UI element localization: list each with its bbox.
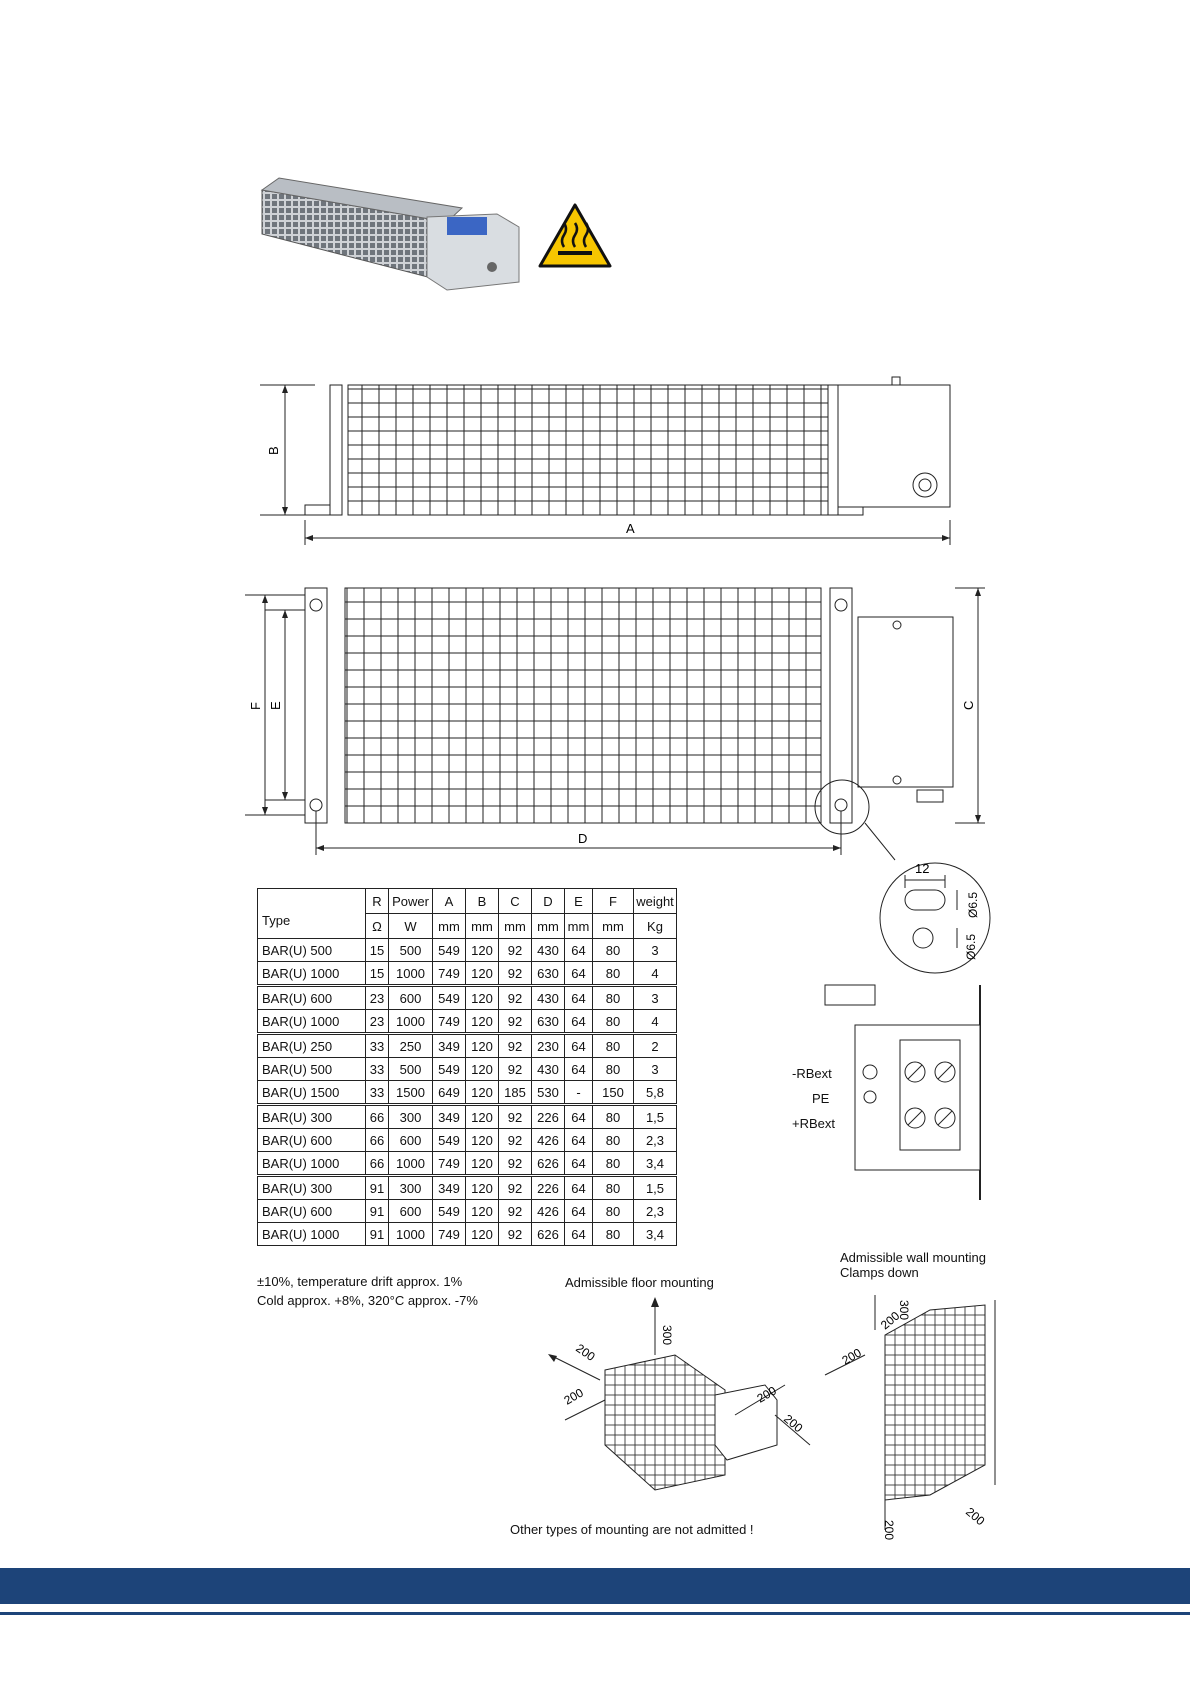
- unit-b: mm: [466, 914, 499, 939]
- type-cell: BAR(U) 250: [258, 1034, 366, 1058]
- value-cell: 66: [366, 1152, 389, 1176]
- value-cell: 15: [366, 962, 389, 986]
- type-cell: BAR(U) 600: [258, 1200, 366, 1223]
- terminal-minus-label: -RBext: [792, 1066, 832, 1081]
- value-cell: 91: [366, 1176, 389, 1200]
- type-cell: BAR(U) 600: [258, 986, 366, 1010]
- value-cell: 64: [565, 1200, 593, 1223]
- value-cell: 120: [466, 939, 499, 962]
- type-cell: BAR(U) 1000: [258, 1223, 366, 1246]
- value-cell: 250: [389, 1034, 433, 1058]
- type-header: Type: [258, 889, 366, 939]
- note-line-2: Cold approx. +8%, 320°C approx. -7%: [257, 1293, 478, 1308]
- header-e: E: [565, 889, 593, 914]
- value-cell: 426: [532, 1200, 565, 1223]
- value-cell: 92: [499, 1010, 532, 1034]
- value-cell: 91: [366, 1200, 389, 1223]
- wall-clearance-top: 300: [897, 1300, 911, 1321]
- value-cell: 80: [593, 1010, 634, 1034]
- type-cell: BAR(U) 500: [258, 1058, 366, 1081]
- header-r: R: [366, 889, 389, 914]
- table-row: [258, 939, 677, 962]
- dim-D: D: [578, 831, 588, 846]
- header-f: F: [593, 889, 634, 914]
- value-cell: 349: [433, 1034, 466, 1058]
- value-cell: 626: [532, 1223, 565, 1246]
- value-cell: 120: [466, 1058, 499, 1081]
- value-cell: 80: [593, 939, 634, 962]
- header-d: D: [532, 889, 565, 914]
- value-cell: 33: [366, 1034, 389, 1058]
- value-cell: 430: [532, 986, 565, 1010]
- type-cell: BAR(U) 1500: [258, 1081, 366, 1105]
- mounting-hole-detail: [875, 860, 1015, 975]
- header-b: B: [466, 889, 499, 914]
- side-view-drawing: [260, 375, 960, 550]
- footer-bar: [0, 1568, 1190, 1604]
- value-cell: 226: [532, 1105, 565, 1129]
- table-row: [258, 1105, 677, 1129]
- terminal-plus-label: +RBext: [792, 1116, 835, 1131]
- value-cell: 749: [433, 1152, 466, 1176]
- value-cell: 64: [565, 939, 593, 962]
- value-cell: 1,5: [634, 1176, 677, 1200]
- table-row: [258, 1152, 677, 1176]
- value-cell: 4: [634, 962, 677, 986]
- value-cell: 80: [593, 1152, 634, 1176]
- value-cell: 120: [466, 1105, 499, 1129]
- value-cell: 430: [532, 939, 565, 962]
- floor-clearance-front: 200: [561, 1385, 586, 1408]
- wall-mounting-title: [840, 1250, 986, 1280]
- value-cell: 300: [389, 1176, 433, 1200]
- header-power: Power: [389, 889, 433, 914]
- value-cell: 500: [389, 939, 433, 962]
- unit-c: mm: [499, 914, 532, 939]
- value-cell: 92: [499, 1152, 532, 1176]
- header-c: C: [499, 889, 532, 914]
- value-cell: 749: [433, 1010, 466, 1034]
- value-cell: 66: [366, 1129, 389, 1152]
- wall-clearance-upper-left: 200: [877, 1308, 903, 1333]
- value-cell: 5,8: [634, 1081, 677, 1105]
- value-cell: 64: [565, 1010, 593, 1034]
- table-row: [258, 1058, 677, 1081]
- spec-table: [257, 888, 677, 1246]
- table-row: [258, 1129, 677, 1152]
- value-cell: 150: [593, 1081, 634, 1105]
- value-cell: 226: [532, 1176, 565, 1200]
- header-a: A: [433, 889, 466, 914]
- value-cell: 80: [593, 986, 634, 1010]
- detail-hole-2: Ø6.5: [964, 933, 978, 960]
- value-cell: 80: [593, 1105, 634, 1129]
- floor-clearance-right: 200: [754, 1383, 779, 1406]
- value-cell: 92: [499, 1058, 532, 1081]
- dim-A: A: [626, 521, 635, 536]
- tolerance-note: [257, 1272, 478, 1310]
- value-cell: 80: [593, 1129, 634, 1152]
- value-cell: 120: [466, 1034, 499, 1058]
- value-cell: 549: [433, 939, 466, 962]
- value-cell: 92: [499, 1200, 532, 1223]
- value-cell: 549: [433, 1200, 466, 1223]
- value-cell: -: [565, 1081, 593, 1105]
- value-cell: 626: [532, 1152, 565, 1176]
- value-cell: 91: [366, 1223, 389, 1246]
- value-cell: 15: [366, 939, 389, 962]
- value-cell: 64: [565, 1129, 593, 1152]
- type-cell: BAR(U) 1000: [258, 962, 366, 986]
- floor-clearance-left: 200: [573, 1340, 598, 1364]
- table-row: [258, 986, 677, 1010]
- note-line-1: ±10%, temperature drift approx. 1%: [257, 1274, 463, 1289]
- value-cell: 2,3: [634, 1129, 677, 1152]
- value-cell: 64: [565, 1223, 593, 1246]
- value-cell: 66: [366, 1105, 389, 1129]
- value-cell: 1000: [389, 1223, 433, 1246]
- spec-table-body: [258, 939, 677, 1246]
- value-cell: 1500: [389, 1081, 433, 1105]
- value-cell: 349: [433, 1176, 466, 1200]
- type-cell: BAR(U) 600: [258, 1129, 366, 1152]
- value-cell: 630: [532, 962, 565, 986]
- value-cell: 185: [499, 1081, 532, 1105]
- value-cell: 80: [593, 1176, 634, 1200]
- table-row: [258, 1176, 677, 1200]
- value-cell: 426: [532, 1129, 565, 1152]
- table-row: [258, 1223, 677, 1246]
- value-cell: 120: [466, 1200, 499, 1223]
- table-row: [258, 1081, 677, 1105]
- dim-E: E: [268, 701, 283, 710]
- value-cell: 23: [366, 986, 389, 1010]
- value-cell: 64: [565, 962, 593, 986]
- value-cell: 1000: [389, 1152, 433, 1176]
- value-cell: 600: [389, 986, 433, 1010]
- unit-d: mm: [532, 914, 565, 939]
- dim-C: C: [961, 700, 976, 710]
- unit-a: mm: [433, 914, 466, 939]
- unit-weight: Kg: [634, 914, 677, 939]
- table-row: [258, 1010, 677, 1034]
- value-cell: 600: [389, 1200, 433, 1223]
- not-admitted-note: Other types of mounting are not admitted !: [510, 1522, 754, 1537]
- value-cell: 549: [433, 1058, 466, 1081]
- value-cell: 500: [389, 1058, 433, 1081]
- value-cell: 92: [499, 1034, 532, 1058]
- floor-mounting-title: Admissible floor mounting: [565, 1275, 714, 1290]
- value-cell: 3,4: [634, 1223, 677, 1246]
- value-cell: 23: [366, 1010, 389, 1034]
- value-cell: 2: [634, 1034, 677, 1058]
- type-cell: BAR(U) 1000: [258, 1152, 366, 1176]
- unit-r: Ω: [366, 914, 389, 939]
- wall-title-line-2: Clamps down: [840, 1265, 919, 1280]
- value-cell: 3: [634, 1058, 677, 1081]
- value-cell: 530: [532, 1081, 565, 1105]
- table-row: [258, 962, 677, 986]
- value-cell: 92: [499, 986, 532, 1010]
- table-row: [258, 1200, 677, 1223]
- table-row: [258, 1034, 677, 1058]
- value-cell: 33: [366, 1058, 389, 1081]
- value-cell: 3,4: [634, 1152, 677, 1176]
- value-cell: 64: [565, 1176, 593, 1200]
- value-cell: 80: [593, 1200, 634, 1223]
- value-cell: 64: [565, 1058, 593, 1081]
- floor-clearance-top: 300: [660, 1325, 674, 1346]
- value-cell: 3: [634, 939, 677, 962]
- value-cell: 2,3: [634, 1200, 677, 1223]
- value-cell: 749: [433, 962, 466, 986]
- unit-e: mm: [565, 914, 593, 939]
- value-cell: 33: [366, 1081, 389, 1105]
- value-cell: 230: [532, 1034, 565, 1058]
- value-cell: 120: [466, 1223, 499, 1246]
- unit-f: mm: [593, 914, 634, 939]
- wall-clearance-lower-right: 200: [963, 1504, 988, 1529]
- value-cell: 1000: [389, 962, 433, 986]
- detail-width: 12: [915, 861, 930, 876]
- value-cell: 64: [565, 986, 593, 1010]
- wall-title-line-1: Admissible wall mounting: [840, 1250, 986, 1265]
- value-cell: 92: [499, 1176, 532, 1200]
- value-cell: 120: [466, 1010, 499, 1034]
- type-cell: BAR(U) 1000: [258, 1010, 366, 1034]
- value-cell: 749: [433, 1223, 466, 1246]
- value-cell: 80: [593, 1034, 634, 1058]
- value-cell: 92: [499, 1223, 532, 1246]
- value-cell: 120: [466, 1176, 499, 1200]
- dim-F: F: [248, 702, 263, 710]
- value-cell: 349: [433, 1105, 466, 1129]
- top-view-drawing: [245, 585, 995, 860]
- value-cell: 80: [593, 1223, 634, 1246]
- header-weight: weight: [634, 889, 677, 914]
- unit-power: W: [389, 914, 433, 939]
- value-cell: 120: [466, 962, 499, 986]
- value-cell: 430: [532, 1058, 565, 1081]
- type-cell: BAR(U) 300: [258, 1176, 366, 1200]
- wall-clearance-bottom: 200: [882, 1520, 896, 1541]
- value-cell: 80: [593, 962, 634, 986]
- type-cell: BAR(U) 300: [258, 1105, 366, 1129]
- value-cell: 120: [466, 1129, 499, 1152]
- value-cell: 120: [466, 986, 499, 1010]
- type-cell: BAR(U) 500: [258, 939, 366, 962]
- value-cell: 92: [499, 962, 532, 986]
- value-cell: 120: [466, 1152, 499, 1176]
- value-cell: 92: [499, 1129, 532, 1152]
- value-cell: 1000: [389, 1010, 433, 1034]
- value-cell: 630: [532, 1010, 565, 1034]
- floor-clearance-back: 200: [781, 1411, 806, 1436]
- value-cell: 300: [389, 1105, 433, 1129]
- value-cell: 64: [565, 1105, 593, 1129]
- value-cell: 92: [499, 1105, 532, 1129]
- value-cell: 600: [389, 1129, 433, 1152]
- wall-clearance-left: 200: [839, 1345, 864, 1368]
- value-cell: 120: [466, 1081, 499, 1105]
- footer-line: [0, 1612, 1190, 1615]
- wall-mounting-drawing: [825, 1295, 1005, 1541]
- floor-mounting-drawing: [545, 1295, 815, 1510]
- terminal-pe-label: PE: [812, 1091, 830, 1106]
- hot-surface-warning-icon: [538, 203, 612, 269]
- value-cell: 549: [433, 986, 466, 1010]
- value-cell: 4: [634, 1010, 677, 1034]
- dim-B: B: [266, 446, 281, 455]
- detail-hole-1: Ø6.5: [966, 891, 980, 918]
- value-cell: 64: [565, 1152, 593, 1176]
- value-cell: 64: [565, 1034, 593, 1058]
- value-cell: 92: [499, 939, 532, 962]
- value-cell: 549: [433, 1129, 466, 1152]
- value-cell: 649: [433, 1081, 466, 1105]
- resistor-photo: [257, 172, 522, 294]
- value-cell: 80: [593, 1058, 634, 1081]
- value-cell: 3: [634, 986, 677, 1010]
- value-cell: 1,5: [634, 1105, 677, 1129]
